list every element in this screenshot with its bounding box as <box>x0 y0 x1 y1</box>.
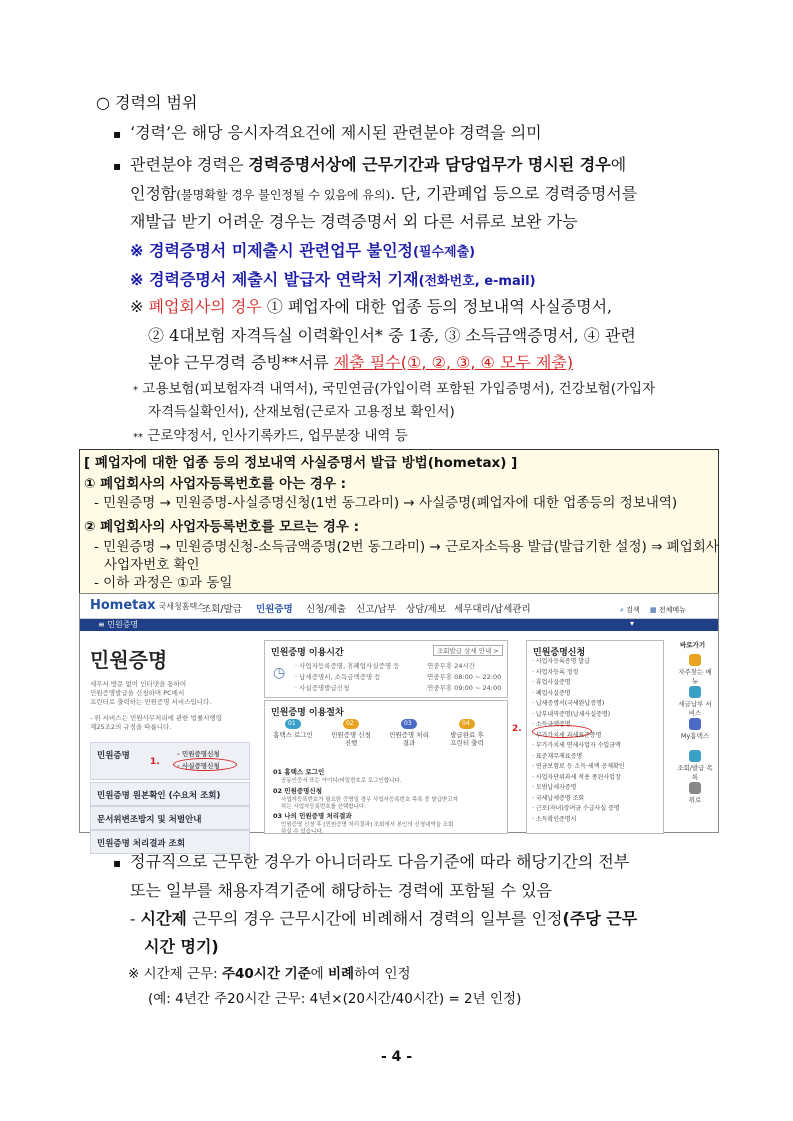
proc-item-2: 02 민원증명신청 <box>273 787 322 795</box>
usage-row-3: · 사실증명발급신청 <box>295 684 350 692</box>
left-panel <box>80 632 258 849</box>
search-icon[interactable]: ⌕ 검색 <box>620 606 640 614</box>
left-menu-verify[interactable] <box>90 782 250 806</box>
bullet-non-regular: 정규직으로 근무한 경우가 아니더라도 다음기준에 따라 해당기간의 전부 <box>130 852 630 871</box>
part-time-reference <box>128 963 411 985</box>
text: 고용보험(피보험자격 내역서), 국민연금(가입이력 포함된 가입증명서), 건강보험(가입자 <box>142 381 656 397</box>
step-2 <box>331 719 371 759</box>
step-num: 02 <box>346 720 354 727</box>
text-bold: 시간제 <box>140 909 187 928</box>
note-mark: ※ <box>130 270 144 289</box>
note-certificate-required <box>130 240 475 264</box>
apply-link[interactable]: · 표준재무제표증명 <box>532 752 583 760</box>
step-label: 발급완료 후 프린터 출력 <box>450 731 484 747</box>
note-mark: ※ <box>128 966 140 982</box>
text: 인정함 <box>130 184 177 203</box>
clock-icon: ◷ <box>273 665 286 681</box>
left-desc-1: 세무서 방문 없이 인터넷을 통하여 <box>90 680 187 688</box>
part-time-example: (예: 4년간 주20시간 근무: 4년×(20시간/40시간) = 2년 인정) <box>148 991 522 1007</box>
apply-link[interactable]: · 사업자단위과세 적용 종된사업장 <box>532 773 621 781</box>
menu-all-label: 전체메뉴 <box>658 606 686 614</box>
text-bold: (주당 근무 <box>562 909 638 928</box>
side-button[interactable] <box>676 750 714 781</box>
guide-title: [ 폐업자에 대한 업종 등의 정보내역 사실증명서 발급 방법(hometax) ] <box>84 455 518 471</box>
text-small: (전화번호, e-mail) <box>418 274 536 289</box>
usage-time-1: 연중무휴 24시간 <box>427 662 476 670</box>
apply-link[interactable]: · 소득확인증명서 <box>532 815 577 823</box>
apply-link[interactable]: · 납부내역증명(납세사실증명) <box>532 710 611 718</box>
text: 민원증명 원본확인 (수요처 조회) <box>97 791 221 801</box>
side-button-icon <box>689 686 701 698</box>
side-button[interactable] <box>676 718 714 740</box>
guide-case-known: ① 폐업회사의 사업자등록번호를 아는 경우 : <box>84 476 347 492</box>
text: ① 폐업자에 대한 업종 등의 정보내역 사실증명서, <box>266 297 613 316</box>
left-desc-3: 프린터로 출력하는 민원증명 서비스입니다. <box>90 698 212 706</box>
text-bold: 비례 <box>328 966 355 982</box>
step-label: 민원증명 처리결과 <box>389 731 429 747</box>
text: 민원증명 처리결과 조회 <box>97 839 186 849</box>
usage-time-title: 민원증명 이용시간 <box>271 648 344 658</box>
apply-link[interactable]: · 부가가치세 과세표준증명 <box>532 731 602 739</box>
text: 시간제 근무: <box>143 966 222 982</box>
proc-desc-3b: 하실 수 있습니다. <box>281 829 324 835</box>
note-closed-company-line3 <box>148 352 573 374</box>
side-button-icon <box>689 750 701 762</box>
step-3 <box>389 719 429 759</box>
hometax-guide-box <box>79 449 719 594</box>
procedure-panel <box>264 700 508 834</box>
step-label: 민원증명 신청진행 <box>331 731 371 747</box>
side-button-label: 자주찾는 메뉴 <box>678 668 712 685</box>
bullet-career-meaning: ‘경력’은 해당 응시자격요건에 제시된 관련분야 경력을 의미 <box>130 123 542 142</box>
text: 문서위변조방지 및 처벌안내 <box>97 815 202 825</box>
apply-link[interactable]: · 폐업사실증명 <box>532 689 571 697</box>
usage-row-2: · 납세증명서, 소득금액증명 등 <box>295 673 381 681</box>
step-4 <box>447 719 487 759</box>
menu-report[interactable]: 신고/납부 <box>356 604 396 615</box>
logo-sub: 국세청홈택스 <box>158 602 205 611</box>
note-mark: ※ <box>130 241 144 260</box>
text-red: 폐업회사의 경우 <box>148 297 262 316</box>
apply-link[interactable]: · 소득금액증명 <box>532 721 571 728</box>
proc-desc-2b: 하는 사업자등록번호를 선택합니다. <box>281 804 366 810</box>
apply-link[interactable]: · 휴업사실증명 <box>532 679 571 686</box>
side-button[interactable] <box>676 782 714 804</box>
guide-same-process: - 이하 과정은 ①과 동일 <box>94 575 233 591</box>
footnote-insurance <box>133 378 655 402</box>
bullet-related-career <box>130 154 626 176</box>
apply-link[interactable]: · 사업자등록 정정 <box>532 668 579 676</box>
chevron-down-icon[interactable]: ▾ <box>630 619 635 628</box>
apply-link[interactable]: · 사업자등록증명 발급 <box>532 658 590 665</box>
text: . 단, 기관폐업 등으로 경력증명서를 <box>390 184 638 203</box>
menu-inquiry[interactable]: 조회/발급 <box>202 604 242 615</box>
side-button-label: My홈택스 <box>680 732 710 740</box>
highlight-oval-1 <box>173 758 237 771</box>
text: 분야 근무경력 증빙**서류 <box>148 353 334 372</box>
part-time-rule-line2: 시간 명기) <box>144 937 219 956</box>
bullet-icon: ▪ <box>113 856 122 870</box>
note-closed-company <box>130 296 612 318</box>
step-num: 03 <box>404 720 412 727</box>
bullet-icon: ▪ <box>113 159 122 173</box>
text-small: (필수제출) <box>413 245 476 260</box>
breadcrumb[interactable]: ≡ 민원증명 <box>98 620 139 629</box>
left-desc-4: - 위 서비스는 민원사무처리에 관한 법률시행령 <box>90 714 222 722</box>
left-menu-forgery[interactable] <box>90 806 250 830</box>
guide-case-unknown-path: - 민원증명 → 민원증명신청-소득금액증명(2번 동그라미) → 근로자소득용 발급(발급기한 설정) ⇒ 폐업회사 <box>94 539 719 555</box>
dash: - <box>130 909 136 928</box>
left-sub-apply[interactable]: - 민원증명신청 <box>177 750 220 758</box>
apply-link[interactable]: · 납세증명서(국세완납증명) <box>532 700 605 707</box>
apply-link[interactable]: · 근로(자녀)장려금 수급사실 증명 <box>532 805 620 812</box>
bullet-related-career-line3: 재발급 받기 어려운 경우는 경력증명서 외 다른 서류로 보완 가능 <box>130 212 578 231</box>
left-sub-fact[interactable]: - 사실증명신청 <box>177 762 220 770</box>
apply-title: 민원증명신청 <box>533 648 586 658</box>
breadcrumb-bar <box>80 619 718 631</box>
footnote-mark: * <box>133 385 138 396</box>
step-1 <box>273 719 313 759</box>
guide-case-unknown-path2: 사업자번호 확인 <box>104 557 200 573</box>
apply-link[interactable]: · 국세납세증명 조회 <box>532 794 585 802</box>
side-title: 바로가기 <box>680 641 706 649</box>
logo-text: Hometax <box>90 598 156 613</box>
guide-case-known-path: - 민원증명 → 민원증명-사실증명신청(1번 동그라미) → 사실증명(폐업자에 대한 업종등의 정보내역) <box>94 495 678 511</box>
side-button-label: 조회/발급 목록 <box>677 764 713 781</box>
text: 에 <box>610 155 627 174</box>
text-bold: 경력증명서상에 근무기간과 담당업무가 명시된 경우 <box>248 155 611 174</box>
mark-2: 2. <box>512 724 522 734</box>
note-mark: ※ <box>130 297 144 316</box>
proc-desc-2: 사업자등록번호가 필요한 증명일 경우 사업자등록번호 목록 중 발급받고자 <box>281 797 458 803</box>
text: 근무의 경우 근무시간에 비례해서 경력의 일부를 인정 <box>186 909 563 928</box>
hometax-screenshot <box>79 593 719 849</box>
part-time-rule <box>130 908 637 930</box>
proc-item-1: 01 홈택스 로그인 <box>273 768 325 776</box>
menu-apply[interactable]: 신청/제출 <box>306 604 346 615</box>
footnote-insurance-line2: 자격득실확인서), 산재보험(근로자 고용정보 확인서) <box>148 404 455 420</box>
side-button-icon <box>689 782 701 794</box>
apply-link[interactable]: · 연금보험료 등 소득·세액 공제확인 <box>532 763 625 770</box>
procedure-title: 민원증명 이용절차 <box>271 708 344 718</box>
menu-agent[interactable]: 세무대리/납세관리 <box>454 604 531 615</box>
bullet-non-regular-line2: 또는 일부를 채용자격기준에 해당하는 경력에 포함될 수 있음 <box>130 881 553 900</box>
proc-item-3: 03 나의 민원증명 처리결과 <box>273 812 352 820</box>
menu-all-icon[interactable]: ▦ 전체메뉴 <box>650 606 686 614</box>
footnote-work-docs <box>133 425 408 449</box>
usage-row-1: · 사업자등록증명, 휴폐업사실증명 등 <box>295 662 400 670</box>
usage-time-panel <box>264 640 508 698</box>
side-button-label: 세금납부 서비스 <box>678 700 712 717</box>
text-bold: 주40시간 기준 <box>221 966 311 982</box>
menu-certificate[interactable]: 민원증명 <box>256 604 293 615</box>
note-issuer-contact <box>130 269 536 293</box>
page-title: 민원증명 <box>90 648 168 672</box>
hometax-logo[interactable] <box>90 598 205 613</box>
text-red-underline: 제출 필수(①, ②, ③, ④ 모두 제출) <box>333 353 574 372</box>
text: 경력증명서 미제출시 관련업무 불인정 <box>148 241 413 260</box>
text: 관련분야 경력은 <box>130 155 249 174</box>
step-num: 04 <box>462 720 470 727</box>
left-desc-5: 제25조2의 규정을 따릅니다. <box>90 723 172 731</box>
bullet-related-career-line2 <box>130 183 637 206</box>
apply-link[interactable]: · 부가가치세 면세사업자 수입금액 <box>532 742 621 749</box>
usage-time-2: 연중무휴 08:00 ~ 22:00 <box>427 673 502 681</box>
side-button-icon <box>689 654 701 666</box>
side-button-label: 위로 <box>688 796 702 804</box>
usage-detail-button[interactable]: 조회발급 상세 안내 > <box>433 645 503 656</box>
guide-case-unknown: ② 폐업회사의 사업자등록번호를 모르는 경우 : <box>84 519 360 535</box>
step-label: 홈택스 로그인 <box>273 731 313 739</box>
step-num: 01 <box>288 720 296 727</box>
footnote-mark: ** <box>133 432 143 443</box>
section-heading: ○ 경력의 범위 <box>96 93 198 112</box>
text: 민원증명 <box>97 751 130 761</box>
proc-desc-3: 민원증명 신청 후 [민원증명 처리결과] 조회에서 본인의 신청내역을 조회 <box>281 822 454 828</box>
proc-desc-1: 공동인증서 또는 아이디/비밀번호로 로그인합니다. <box>281 778 402 784</box>
page-number: - 4 - <box>380 1049 413 1065</box>
bullet-icon: ▪ <box>113 127 122 141</box>
usage-time-3: 연중무휴 09:00 ~ 24:00 <box>427 684 502 692</box>
apply-link[interactable]: · 모범납세자증명 <box>532 784 577 791</box>
mark-1: 1. <box>150 757 160 767</box>
side-button[interactable] <box>676 686 714 717</box>
hometax-nav <box>80 594 718 619</box>
side-button-icon <box>689 718 701 730</box>
text: 에 <box>310 966 328 982</box>
text-small: (불명확할 경우 불인정될 수 있음에 유의) <box>176 188 391 202</box>
text: 하여 인정 <box>354 966 411 982</box>
text: 근로약정서, 인사기록카드, 업무분장 내역 등 <box>147 428 408 444</box>
note-closed-company-line2: ② 4대보험 자격득실 이력확인서* 중 1종, ③ 소득금액증명서, ④ 관련 <box>148 326 636 345</box>
left-desc-2: 민원증명발급을 신청하며 PC에서 <box>90 689 185 697</box>
search-label: 검색 <box>626 606 640 614</box>
side-button[interactable] <box>676 654 714 685</box>
text: 경력증명서 제출시 발급자 연락처 기재 <box>148 270 419 289</box>
menu-consult[interactable]: 상담/제보 <box>406 604 446 615</box>
